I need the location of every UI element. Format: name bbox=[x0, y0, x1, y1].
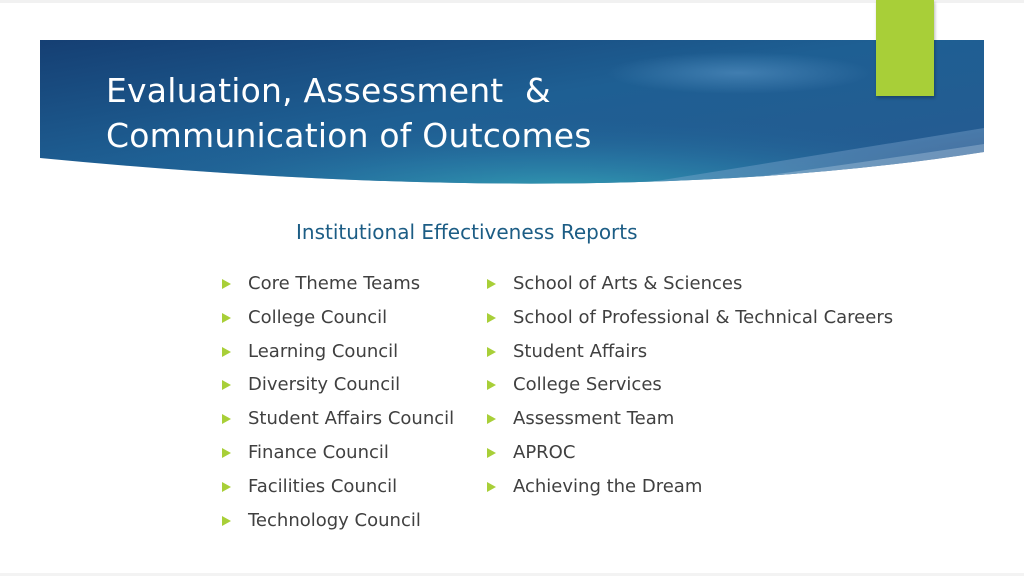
triangle-right-icon bbox=[222, 448, 231, 458]
list-item bbox=[220, 472, 454, 506]
list-item-label: Diversity Council bbox=[248, 374, 401, 396]
slide-title bbox=[106, 68, 826, 158]
triangle-right-icon bbox=[222, 380, 231, 390]
triangle-right-icon bbox=[487, 347, 496, 357]
list-item-label: Assessment Team bbox=[513, 408, 675, 430]
triangle-right-icon bbox=[222, 482, 231, 492]
triangle-right-icon bbox=[222, 313, 231, 323]
list-item bbox=[485, 269, 893, 303]
triangle-right-icon bbox=[487, 313, 496, 323]
triangle-right-icon bbox=[487, 448, 496, 458]
list-item bbox=[485, 404, 893, 438]
list-item-label: College Council bbox=[248, 306, 388, 328]
list-item-label: Learning Council bbox=[248, 340, 399, 362]
right-bullet-list bbox=[485, 269, 893, 506]
left-bullet-list bbox=[220, 269, 454, 539]
triangle-right-icon bbox=[222, 414, 231, 424]
triangle-right-icon bbox=[222, 516, 231, 526]
title-line-1: Evaluation, Assessment & bbox=[106, 71, 551, 110]
list-item bbox=[485, 337, 893, 371]
list-item-label: APROC bbox=[513, 441, 576, 463]
list-item-label: Achieving the Dream bbox=[513, 475, 703, 497]
list-item bbox=[485, 370, 893, 404]
list-item-label: Student Affairs Council bbox=[248, 408, 455, 430]
triangle-right-icon bbox=[487, 279, 496, 289]
triangle-right-icon bbox=[222, 347, 231, 357]
subtitle: Institutional Effectiveness Reports bbox=[296, 220, 638, 244]
list-item-label: Finance Council bbox=[248, 441, 389, 463]
list-item bbox=[220, 303, 454, 337]
top-divider bbox=[0, 0, 1024, 3]
list-item-label: Technology Council bbox=[248, 509, 421, 531]
triangle-right-icon bbox=[222, 279, 231, 289]
list-item bbox=[220, 370, 454, 404]
list-item-label: Student Affairs bbox=[513, 340, 648, 362]
list-item-label: School of Professional & Technical Careers bbox=[513, 306, 894, 328]
list-item bbox=[485, 472, 893, 506]
triangle-right-icon bbox=[487, 414, 496, 424]
triangle-right-icon bbox=[487, 482, 496, 492]
list-item-label: College Services bbox=[513, 374, 662, 396]
title-line-2: Communication of Outcomes bbox=[106, 116, 592, 155]
list-item bbox=[220, 337, 454, 371]
list-item-label: Core Theme Teams bbox=[248, 273, 421, 294]
triangle-right-icon bbox=[487, 380, 496, 390]
list-item bbox=[220, 506, 454, 540]
list-item bbox=[220, 404, 454, 438]
accent-tab bbox=[876, 0, 934, 96]
list-item bbox=[485, 303, 893, 337]
list-item-label: School of Arts & Sciences bbox=[513, 273, 743, 294]
list-item bbox=[220, 438, 454, 472]
list-item bbox=[485, 438, 893, 472]
list-item bbox=[220, 269, 454, 303]
list-item-label: Facilities Council bbox=[248, 475, 398, 497]
